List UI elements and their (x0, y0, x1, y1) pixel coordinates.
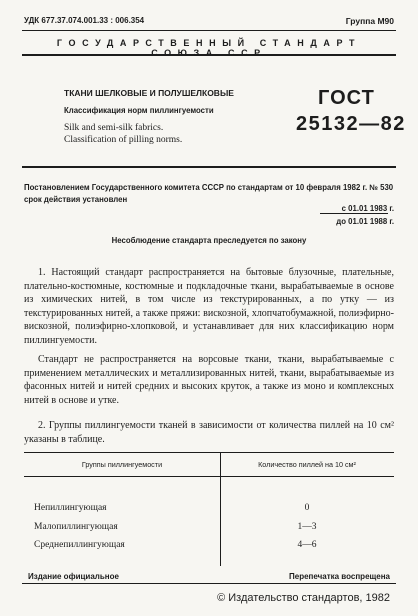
paragraph-3: 2. Группы пиллингуемости тканей в зависимости от количества пиллей на 10 см² указаны в таблице. (24, 420, 394, 445)
law-warning: Несоблюдение стандарта преследуется по закону (111, 236, 307, 245)
table-header-count: Количество пиллей на 10 см² (258, 460, 356, 469)
table-row-value: 1—3 (297, 522, 317, 532)
footer-rule (22, 583, 396, 584)
gost-label: ГОСТ (318, 87, 375, 109)
paragraph-1: 1. Настоящий стандарт распространяется на бытовые блузочные, плательные, плательно-костюмные, костюмные и подкладочные ткани, вырабатываемые в основе из химических нитей, в том числе из текстурированных, а по утку — из текстурированных нитей, а также пряжи: вискозной, хлопчатобумажной, полиэфирно-вискозной, полиэфирно-хлопковой, и устанавливает для них классификацию норм пиллингуемости. (24, 267, 394, 346)
table-row-name: Малопиллингующая (34, 522, 118, 532)
table-header-group: Группы пиллингуемости (81, 460, 163, 469)
top-rule (22, 30, 396, 31)
table-row-value: 0 (304, 503, 310, 513)
standard-title: ГОСУДАРСТВЕННЫЙ СТАНДАРТ СОЮЗА ССР (56, 38, 362, 58)
table-header-rule (24, 476, 394, 477)
decree-text: Постановлением Государственного комитета СССР по стандартам от 10 февраля 1982 г. № 530 срок действия установлен (24, 183, 394, 204)
udk-code: УДК 677.37.074.001.33 : 006.354 (24, 16, 145, 25)
document-subtitle: Классификация норм пиллингуемости (64, 106, 214, 115)
english-title-line2: Classification of pilling norms. (64, 135, 183, 145)
table-row-value: 4—6 (297, 540, 317, 550)
copyright: © Издательство стандартов, 1982 (217, 592, 390, 604)
group-code: Группа М90 (345, 16, 394, 26)
table-row-name: Среднепиллингующая (34, 540, 125, 550)
paragraph-2: Стандарт не распространяется на ворсовые ткани, ткани, вырабатываемые с применением металлических и металлизированных нитей, ткани, вырабатываемые из фасонных нитей и нитей средних и высоких круток, а также из моно и комплексных нитей в основе и утке. (24, 354, 394, 406)
gost-number: 25132—82 (296, 113, 406, 135)
english-title-line1: Silk and semi-silk fabrics. (64, 123, 164, 133)
validity-to: до 01.01 1988 г. (336, 217, 394, 226)
header-rule (22, 54, 396, 56)
official-edition: Издание официальное (28, 572, 119, 581)
validity-divider (320, 213, 388, 214)
table-row-name: Непиллингующая (34, 503, 107, 513)
table-top-rule (24, 452, 394, 453)
validity-from: с 01.01 1983 г. (341, 204, 394, 213)
reprint-notice: Перепечатка воспрещена (289, 572, 390, 581)
pilling-table (24, 452, 394, 566)
title-rule (22, 166, 396, 168)
document-title: ТКАНИ ШЕЛКОВЫЕ И ПОЛУШЕЛКОВЫЕ (64, 88, 234, 98)
